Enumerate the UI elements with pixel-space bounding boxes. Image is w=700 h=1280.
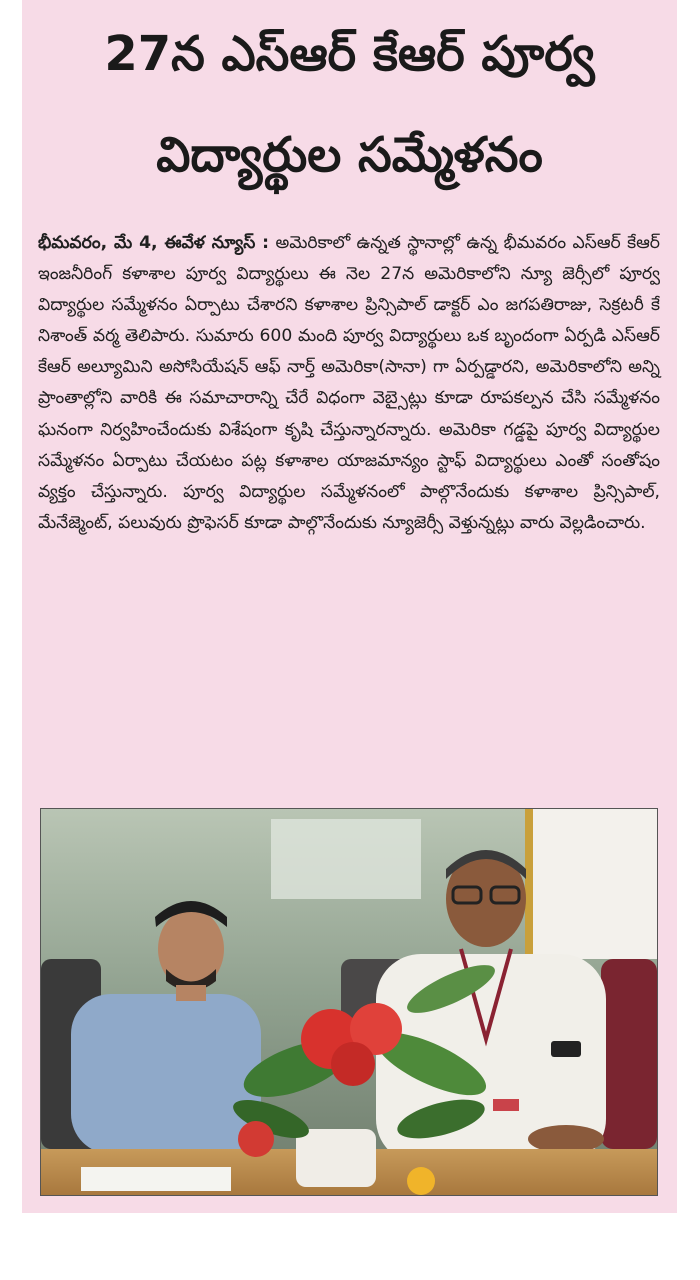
headline-line-1: 27న ఎస్‌ఆర్ కేఆర్ పూర్వ (104, 26, 595, 82)
desk-papers (81, 1167, 231, 1191)
photo-illustration (41, 809, 657, 1195)
curtain-edge (525, 809, 533, 969)
article-photo (40, 808, 658, 1196)
wall-right (526, 809, 657, 959)
building-blur (271, 819, 421, 899)
headline (22, 14, 677, 196)
headline-line-2: విద్యార్థుల సమ్మేళనం (156, 127, 543, 183)
article-text: అమెరికాలో ఉన్నత స్థానాల్లో ఉన్న భీమవరం ఎస్ఆర్ కేఆర్ ఇంజనీరింగ్ కళాశాల పూర్వ విద్యార్థులు ఈ నెల 27న అమెరికాలోని న్యూ జెర్సీలో పూర్వ విద్యార్థుల సమ్మేళనం ఏర్పాటు చేశారని కళాశాల ప్రిన్సిపాల్ డాక్టర్ ఎం జగపతిరాజు, సెక్రటరీ కే నిశాంత్ వర్మ తెలిపారు. సుమారు 600 మంది పూర్వ విద్యార్థులు ఒక బృందంగా ఏర్పడి ఎస్ఆర్ కేఆర్ అల్యూమిని అసోసియేషన్ ఆఫ్ నార్త్ అమెరికా(సానా) గా ఏర్పడ్డారని, అమెరికాలోని అన్ని ప్రాంతాల్లోని వారికి ఈ సమాచారాన్ని చేరే విధంగా వెబ్సైట్లు కూడా రూపకల్పన చేసి సమ్మేళనం ఘనంగా నిర్వహించేందుకు విశేషంగా కృషి చేస్తున్నారన్నారు. అమెరికా గడ్డపై పూర్వ విద్యార్థుల సమ్మేళనం ఏర్పాటు చేయటం పట్ల కళాశాల యాజమాన్యం స్టాఫ్ విద్యార్థులు ఎంతో సంతోషం వ్యక్తం చేస్తున్నారు. పూర్వ విద్యార్థుల సమ్మేళనంలో పాల్గొనేందుకు కళాశాల ప్రిన్సిపాల్, మేనేజ్మెంట్, పలువురు ప్రొఫెసర్ కూడా పాల్గొనేందుకు న్యూజెర్సీ వెళ్తున్నట్లు వారు వెల్లడించారు. (38, 233, 660, 533)
article-body (38, 228, 660, 539)
dateline: భీమవరం, మే 4, ఈవేళ న్యూస్ : (38, 233, 270, 253)
chair-right (601, 959, 657, 1149)
